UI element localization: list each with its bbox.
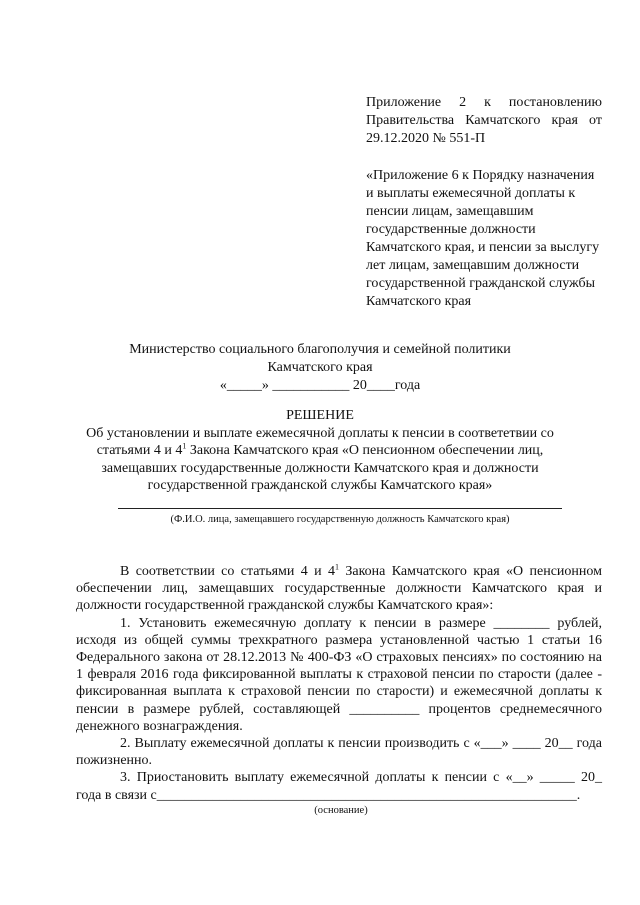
title-superscript: 1 bbox=[182, 441, 187, 451]
title-text-part: Закона Камчатского края «О пенсионном обеспечении лиц, bbox=[186, 443, 544, 458]
name-fill-caption: (Ф.И.О. лица, замещавшего государственную должность Камчатского края) bbox=[170, 514, 510, 525]
ministry-name-line-2: Камчатского края bbox=[267, 360, 373, 375]
appendix-reference: Приложение 2 к постановлению Правительства Камчатского края от 29.12.2020 № 551-П bbox=[366, 95, 602, 146]
ministry-name-line-1: Министерство социального благополучия и семейной политики bbox=[129, 342, 511, 357]
decision-body bbox=[76, 563, 602, 804]
name-fill-line bbox=[118, 508, 562, 509]
body-item-1: 1. Установить ежемесячную доплату к пенсии в размере ________ рублей, исходя из общей суммы трехкратного размера установленной частью 1 статьи 16 Федерального закона от 28.12.2013 № 400-ФЗ «О страховых пенсиях» по состоянию на 1 февраля 2016 года фиксированной выплаты к страховой пенсии по старости (далее - фиксированная выплата к страховой пенсии по старости) и ежемесячной доплаты к пенсии в размере рублей, составляющей __________ процентов среднемесячного денежного вознаграждения. bbox=[76, 615, 602, 734]
decision-title-line-2 bbox=[60, 442, 580, 460]
decision-title-block bbox=[60, 407, 580, 495]
body-text-part: В соответствии со статьями 4 и 4 bbox=[120, 564, 335, 579]
body-text-part: Закона Камчатского края «О пенсионном обеспечении лиц, замещавших государственные должности Камчатского края и должности государственной гражданской службы Камчатского края»: bbox=[76, 564, 602, 614]
decision-title-line-1: Об установлении и выплате ежемесячной доплаты к пенсии в соответетвии со bbox=[86, 425, 554, 441]
decision-title-line-4: государственной гражданской службы Камчатского края» bbox=[147, 478, 493, 493]
body-item-2: 2. Выплату ежемесячной доплаты к пенсии производить с «___» ____ 20__ года пожизненно. bbox=[76, 736, 602, 769]
decision-heading: РЕШЕНИЕ bbox=[286, 408, 354, 423]
appendix-block bbox=[366, 94, 602, 311]
body-superscript: 1 bbox=[334, 562, 339, 572]
body-item-3: 3. Приостановить выплату ежемесячной доплаты к пенсии с «__» _____ 20_ года в связи с____________________________________________________________. bbox=[76, 770, 602, 803]
title-text-part: статьями 4 и 4 bbox=[96, 443, 183, 458]
basis-caption: (основание) bbox=[314, 805, 368, 816]
decision-title-line-3: замещавших государственные должности Камчатского края и должности bbox=[101, 460, 539, 476]
appendix-subtitle: «Приложение 6 к Порядку назначения и выплаты ежемесячной доплаты к пенсии лицам, замещавшим государственные должности Камчатского края, и пенсии за выслугу лет лицам, замещавшим должности государственной гражданской службы Камчатского края bbox=[366, 168, 600, 309]
decision-date-line: «_____» ___________ 20____года bbox=[219, 378, 421, 393]
body-paragraph-intro bbox=[76, 563, 602, 615]
ministry-header bbox=[80, 341, 560, 395]
